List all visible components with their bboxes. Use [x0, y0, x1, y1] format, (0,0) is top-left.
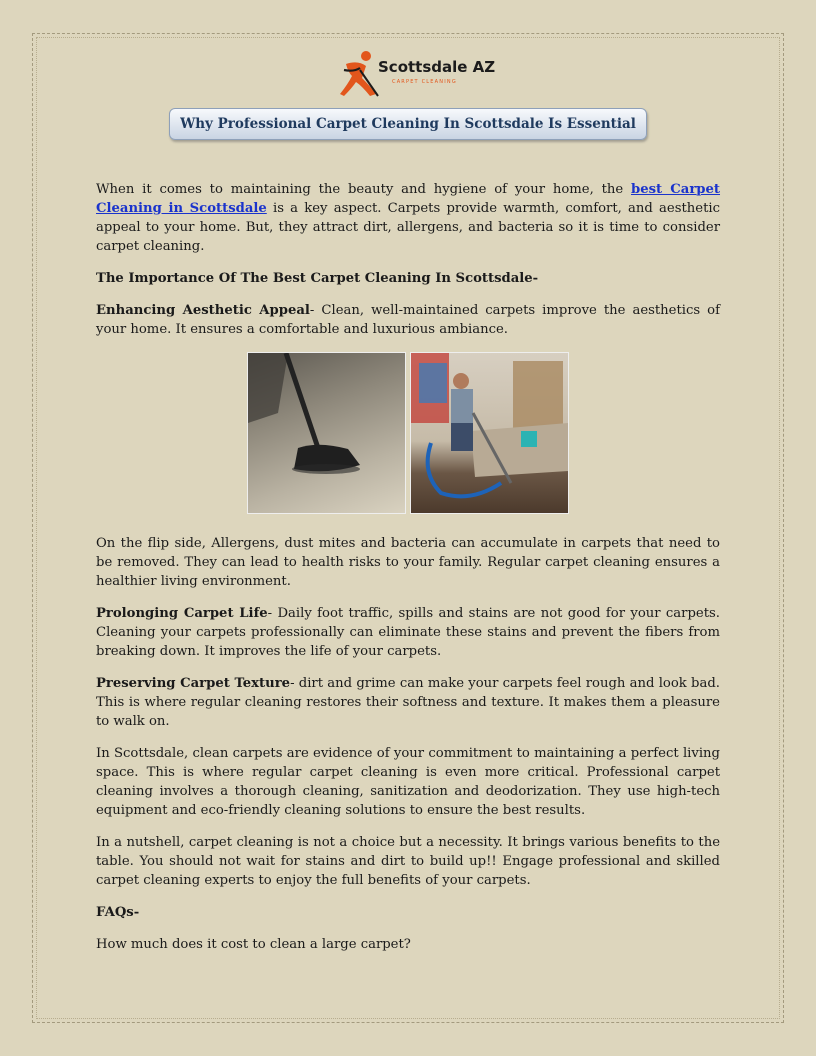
prolonging-text: - Daily foot traffic, spills and stains are not good for your carpets. Cleaning your carpets professionally can eliminate these stains and prevent the fibers from breaking down. It improves the life of your carpets.: [96, 606, 720, 659]
logo-tagline: CARPET CLEANING: [392, 79, 457, 85]
vacuum-carpet-photo: [247, 352, 406, 514]
intro-before-link: When it comes to maintaining the beauty and hygiene of your home, the: [96, 182, 631, 197]
prolonging-heading: Prolonging Carpet Life: [96, 606, 268, 621]
technician-cleaning-photo: [410, 352, 569, 514]
prolonging-paragraph: [96, 604, 720, 661]
faq-question: How much does it cost to clean a large carpet?: [96, 937, 411, 952]
texture-heading: Preserving Carpet Texture: [96, 676, 291, 691]
carpet-images: [96, 352, 720, 514]
cleaner-figure-icon: [340, 48, 380, 100]
intro-paragraph: [96, 180, 720, 256]
faqs-heading: [96, 903, 720, 922]
allergens-paragraph: On the flip side, Allergens, dust mites and bacteria can accumulate in carpets that need to be removed. They can lead to health risks to your family. Regular carpet cleaning ensures a healthier living environment.: [96, 536, 720, 589]
intro-after-link: is a key aspect. Carpets provide warmth, comfort, and aesthetic appeal to your home. But, they attract dirt, allergens, and bacteria so it is time to consider carpet cleaning.: [96, 201, 720, 254]
aesthetic-heading: Enhancing Aesthetic Appeal: [96, 303, 310, 318]
aesthetic-text: - Clean, well-maintained carpets improve the aesthetics of your home. It ensures a comfortable and luxurious ambiance.: [96, 303, 720, 337]
article-body: [96, 180, 720, 967]
scottsdale-paragraph: In Scottsdale, clean carpets are evidence of your commitment to maintaining a perfect living space. This is where regular carpet cleaning is even more critical. Professional carpet cleaning involves a thorough cleaning, sanitization and deodorization. They use high-tech equipment and eco-friendly cleaning solutions to ensure the best results.: [96, 746, 720, 818]
logo-name: Scottsdale AZ: [378, 58, 496, 76]
texture-paragraph: [96, 674, 720, 731]
company-logo: [340, 48, 496, 100]
carpet-cleaning-link[interactable]: best Carpet Cleaning in Scottsdale: [96, 182, 721, 216]
importance-heading: [96, 269, 720, 288]
faqs-heading-text: FAQs-: [96, 905, 140, 920]
aesthetic-paragraph: [96, 301, 720, 339]
nutshell-paragraph: In a nutshell, carpet cleaning is not a choice but a necessity. It brings various benefits to the table. You should not wait for stains and dirt to build up!! Engage professional and skilled carpet cleaning experts to enjoy the full benefits of your carpets.: [96, 835, 720, 888]
page-title: Why Professional Carpet Cleaning In Scottsdale Is Essential: [169, 108, 647, 140]
importance-heading-text: The Importance Of The Best Carpet Cleaning In Scottsdale-: [96, 271, 539, 286]
texture-text: - dirt and grime can make your carpets feel rough and look bad. This is where regular cleaning restores their softness and texture. It makes them a pleasure to walk on.: [96, 676, 720, 729]
